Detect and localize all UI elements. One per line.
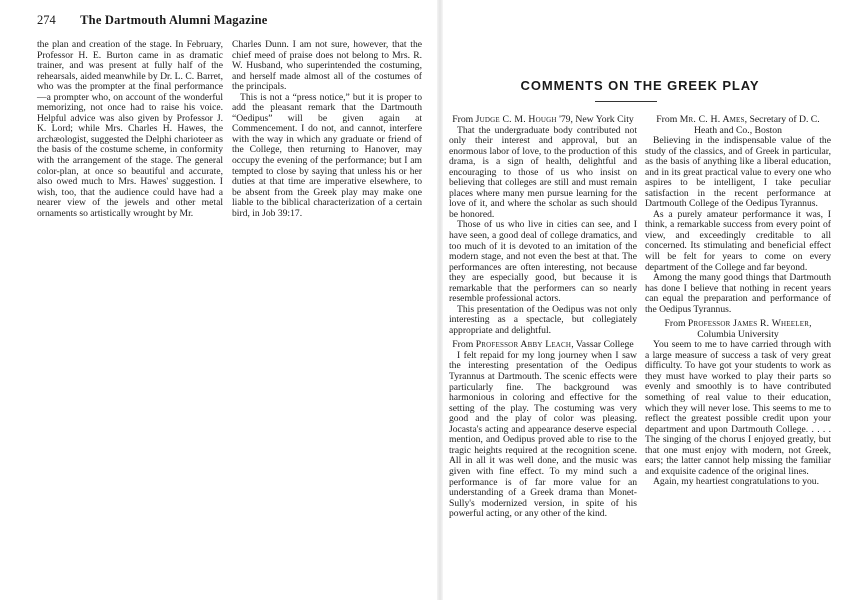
page-number: 274 — [37, 13, 56, 27]
magazine-title: The Dartmouth Alumni Magazine — [80, 13, 268, 27]
letter-attribution: From Judge C. M. Hough '79, New York City — [452, 114, 634, 125]
body-paragraph: I felt repaid for my long journey when I saw the interesting presentation of the Oedipus Tyrannus at Dartmouth. The scenic effects were particularly fine. The background was harmonious in coloring and effective for the setting of the play. The costuming was very good and the play of color was pleasing. Jocasta's acting and appearance deserve especial mention, and Oedipus proved able to rise to the tragic heights required at the recognition scene. All in all it was well done, and the music was given with fine effect. To my mind such a performance is of far more value for an understanding of a Greek drama than Monet-Sully's modernized version, in spite of his powerful acting, or any other of the kind. — [449, 349, 637, 520]
body-paragraph: Again, my heartiest congratulations to you. — [653, 476, 819, 488]
letter-attribution: From Mr. C. H. Ames, Secretary of D. C. Heath and Co., Boston — [656, 114, 820, 136]
author-name: Professor James R. Wheeler — [687, 318, 810, 330]
title-divider — [595, 101, 657, 102]
left-column-2 — [232, 40, 422, 219]
body-paragraph: Those of us who live in cities can see, and I have seen, a good deal of college dramatics, and too much of it is devoted to an imitation of the modern stage, and not even the best at that. The performances are often interesting, not because they are especially good, but because it is remarkable that the performers can so nearly resemble professional actors. — [449, 219, 637, 305]
author-name: Professor Abby Leach — [475, 339, 572, 351]
body-paragraph: Believing in the indispensable value of the study of the classics, and of Greek in particular, as the basis of anything like a liberal education, and in its great practical value to every one who aspires to be intelligent, I take peculiar satisfaction in the recent performance at Dartmouth College of the Oedipus Tyrannus. — [645, 135, 831, 210]
right-column-1 — [449, 115, 637, 520]
body-paragraph: As a purely amateur performance it was, I think, a remarkable success from every point of view, and exceedingly creditable to all concerned. Its stimulating and beneficial effect will be felt for years to come on every department of the College and far beyond. — [645, 208, 831, 273]
right-column-2 — [645, 115, 831, 488]
body-paragraph: Charles Dunn. I am not sure, however, that the chief meed of praise does not belong to Mrs. R. W. Husband, who superintended the costuming, and herself made almost all of the costumes of the principals. — [232, 39, 422, 93]
author-name: Mr. C. H. Ames — [679, 114, 745, 125]
body-paragraph: This presentation of the Oedipus was not only interesting as a spectacle, but collegiately appropriate and delightful. — [449, 303, 637, 336]
body-paragraph: You seem to me to have carried through with a large measure of success a task of very great difficulty. To have got your students to work as they must have worked to play their parts so evenly and smoothly is to have contributed something of real value to their education, which they will never lose. This seems to me to reflect the greatest possible credit upon your department and upon Dartmouth College. . . . . The singing of the chorus I enjoyed greatly, but that one must enjoy with modern, not Greek, ears; the latter cannot help missing the familiar and exquisite cadence of the original lines. — [645, 339, 831, 477]
letter-attribution: From Professor Abby Leach, Vassar College — [452, 339, 634, 351]
body-paragraph: This is not a “press notice,” but it is proper to add the pleasant remark that the Dartmouth “Oedipus” will be given again at Commencement. I do not, and cannot, interfere with the way in which any graduate or friend of the College, then returning to Hanover, may occupy the evening of the performance; but I am tempted to close by saying that unless his or her duties at that time are imperative elsewhere, to be absent from the Greek play may make one liable to the biblical characterization of a certain bird, in Job 39:17. — [232, 91, 422, 219]
body-paragraph: Among the many good things that Dartmouth has done I believe that nothing in recent years can equal the preparation and performance of the Oedipus Tyrannus. — [645, 272, 831, 315]
letter-attribution: From Professor James R. Wheeler, Columbia University — [664, 318, 812, 340]
article-title: COMMENTS ON THE GREEK PLAY — [520, 78, 760, 93]
author-name: Judge C. M. Hough — [475, 114, 557, 125]
running-head — [37, 13, 417, 33]
body-paragraph: the plan and creation of the stage. In February, Professor H. E. Burton came in as dramatic trainer, and was present at fully half of the rehearsals, aided meanwhile by Dr. L. C. Barret, who was the prompter at the final performance—a prompter who, on account of the wonderful memorizing, not once had to raise his voice. Helpful advice was also given by Professor J. K. Lord; while Mrs. Charles H. Hawes, the archæologist, suggested the Delphi charioteer as the basis of the costume scheme, in conformity with the arrangement of the stage. The general color-plan, at once so beautiful and accurate, also owed much to Mrs. Hawes' suggestion. I wish, too, that the audience could have had a nearer view of the jewels and other metal ornaments so artistically wrought by Mr. — [37, 39, 223, 219]
left-column-1 — [37, 40, 223, 219]
body-paragraph: That the undergraduate body contributed not only their interest and approval, but an enormous labor of love, to the production of this drama, is a sign of health, delightful and encouraging to those of us who insist on believing that colleges are still and must remain places where many men pursue learning for the love of it, and where the scholar as such should be honored. — [449, 124, 637, 220]
